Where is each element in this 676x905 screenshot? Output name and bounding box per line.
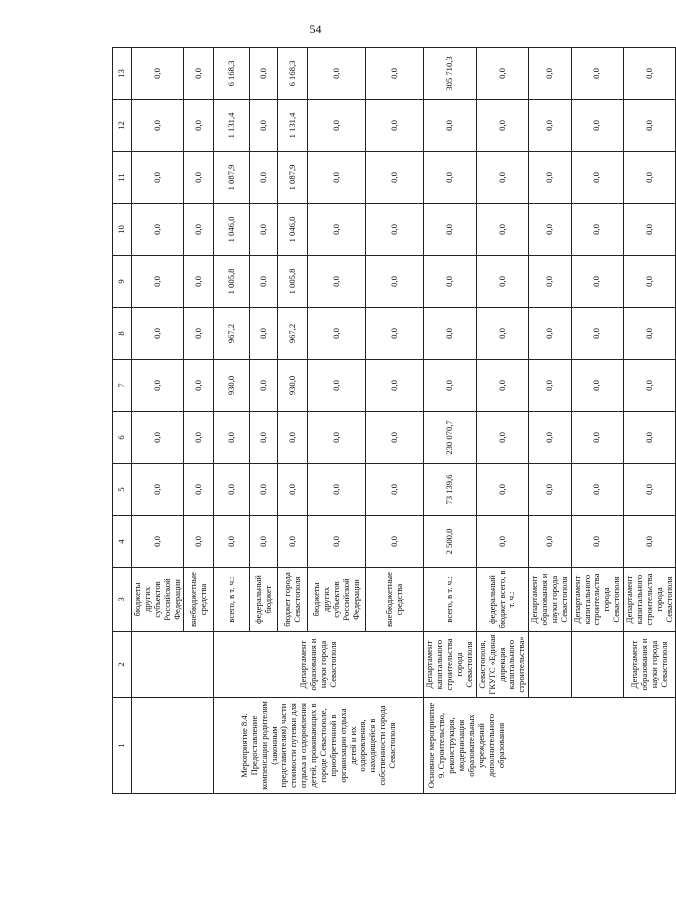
table-row (624, 48, 676, 794)
value-cell: 0,0 (184, 360, 214, 412)
executor-cell (529, 632, 572, 698)
value-cell: 6 168,3 (214, 48, 250, 100)
source-cell: бюджеты других субъектов Российской Федерации (132, 568, 184, 632)
value-cell: 1 005,8 (214, 256, 250, 308)
value-cell: 0,0 (132, 204, 184, 256)
value-cell: 0,0 (571, 308, 623, 360)
executor-cell: Севастополя, ГКУГС «Единая дирекция капитального строительства» (476, 632, 528, 698)
value-cell: 967,2 (278, 308, 308, 360)
value-cell: 0,0 (624, 412, 676, 464)
value-cell: 0,0 (366, 256, 424, 308)
value-cell: 0,0 (424, 256, 476, 308)
continuation-cell (132, 698, 214, 794)
value-cell: 0,0 (132, 308, 184, 360)
value-cell: 0,0 (424, 360, 476, 412)
value-cell: 0,0 (529, 204, 572, 256)
value-cell: 0,0 (624, 308, 676, 360)
value-cell: 1 087,9 (214, 152, 250, 204)
value-cell: 0,0 (571, 256, 623, 308)
value-cell: 0,0 (529, 256, 572, 308)
value-cell: 0,0 (184, 308, 214, 360)
value-cell: 0,0 (424, 152, 476, 204)
value-cell: 0,0 (529, 152, 572, 204)
value-cell: 0,0 (250, 516, 278, 568)
table-row (214, 48, 250, 794)
value-cell: 0,0 (476, 412, 528, 464)
value-cell: 0,0 (624, 204, 676, 256)
value-cell: 2 500,0 (424, 516, 476, 568)
value-cell: 0,0 (571, 152, 623, 204)
table-row (529, 48, 572, 794)
value-cell: 0,0 (366, 100, 424, 152)
value-cell: 0,0 (278, 412, 308, 464)
value-cell: 0,0 (424, 100, 476, 152)
value-cell: 0,0 (529, 516, 572, 568)
value-cell: 0,0 (366, 464, 424, 516)
value-cell: 1 005,8 (278, 256, 308, 308)
value-cell: 0,0 (308, 256, 366, 308)
value-cell: 0,0 (250, 152, 278, 204)
value-cell: 0,0 (476, 516, 528, 568)
header-cell: 3 (113, 568, 132, 632)
value-cell: 0,0 (132, 100, 184, 152)
value-cell: 0,0 (366, 48, 424, 100)
value-cell: 0,0 (308, 464, 366, 516)
source-cell: всего, в т. ч.: (424, 568, 476, 632)
value-cell: 0,0 (571, 100, 623, 152)
value-cell: 0,0 (250, 412, 278, 464)
value-cell: 1 087,9 (278, 152, 308, 204)
table-row (571, 48, 623, 794)
value-cell: 0,0 (250, 360, 278, 412)
value-cell: 0,0 (132, 256, 184, 308)
value-cell: 305 710,3 (424, 48, 476, 100)
budget-table (112, 47, 676, 794)
value-cell: 0,0 (624, 152, 676, 204)
source-cell: Департамент капитального строительства города Севастополя (571, 568, 623, 632)
executor-cell: Департамент капитального строительства города Севастополя (424, 632, 476, 698)
value-cell: 1 046,0 (278, 204, 308, 256)
header-cell: 9 (113, 256, 132, 308)
table-body (113, 48, 676, 794)
value-cell: 0,0 (476, 256, 528, 308)
value-cell: 0,0 (184, 204, 214, 256)
table-row (476, 48, 528, 794)
header-cell: 5 (113, 464, 132, 516)
value-cell: 6 168,3 (278, 48, 308, 100)
value-cell: 0,0 (571, 464, 623, 516)
value-cell: 0,0 (132, 48, 184, 100)
value-cell: 0,0 (366, 360, 424, 412)
source-cell: Департамент капитального строительства города Севастополя (624, 568, 676, 632)
header-cell: 13 (113, 48, 132, 100)
value-cell: 0,0 (624, 516, 676, 568)
value-cell: 0,0 (308, 48, 366, 100)
source-cell: внебюджетные средства (366, 568, 424, 632)
value-cell: 0,0 (624, 256, 676, 308)
value-cell: 967,2 (214, 308, 250, 360)
value-cell: 0,0 (184, 412, 214, 464)
value-cell: 0,0 (424, 204, 476, 256)
measure-name-cell: Мероприятие 8.4. Предоставление компенсации родителям (законным представителям) части стоимости путевки для отдыха и оздоровления детей, проживающих в городе Севастополе, приобретенной в организации отдыха детей и их оздоровления, находящейся в собственности города Севастополя (214, 698, 424, 794)
source-cell: федеральный бюджет (250, 568, 278, 632)
value-cell: 0,0 (278, 516, 308, 568)
value-cell: 0,0 (184, 48, 214, 100)
value-cell: 0,0 (476, 360, 528, 412)
value-cell: 0,0 (529, 412, 572, 464)
value-cell: 0,0 (184, 464, 214, 516)
value-cell: 0,0 (250, 48, 278, 100)
header-cell: 4 (113, 516, 132, 568)
value-cell: 0,0 (571, 204, 623, 256)
value-cell: 1 131,4 (214, 100, 250, 152)
value-cell: 0,0 (132, 152, 184, 204)
table-row (132, 48, 184, 794)
value-cell: 1 131,4 (278, 100, 308, 152)
value-cell: 73 139,6 (424, 464, 476, 516)
header-cell: 8 (113, 308, 132, 360)
value-cell: 0,0 (529, 48, 572, 100)
value-cell: 0,0 (250, 100, 278, 152)
value-cell: 0,0 (529, 360, 572, 412)
header-cell: 7 (113, 360, 132, 412)
value-cell: 0,0 (624, 360, 676, 412)
value-cell: 1 046,0 (214, 204, 250, 256)
value-cell: 0,0 (366, 308, 424, 360)
page-number: 54 (309, 22, 322, 36)
value-cell: 0,0 (571, 516, 623, 568)
value-cell: 0,0 (278, 464, 308, 516)
value-cell: 0,0 (476, 100, 528, 152)
header-cell: 11 (113, 152, 132, 204)
value-cell: 0,0 (132, 412, 184, 464)
value-cell: 0,0 (250, 308, 278, 360)
value-cell: 0,0 (308, 516, 366, 568)
value-cell: 230 070,7 (424, 412, 476, 464)
executor-cell: Департамент образования и науки города Севастополя (624, 632, 676, 698)
executor-cell: Департамент образования и науки города Севастополя (214, 632, 424, 698)
value-cell: 0,0 (184, 152, 214, 204)
value-cell: 0,0 (366, 412, 424, 464)
source-cell: федеральный бюджет всего, в т. ч.: (476, 568, 528, 632)
rotated-table-container (112, 48, 674, 794)
value-cell: 0,0 (250, 204, 278, 256)
value-cell: 0,0 (308, 360, 366, 412)
value-cell: 0,0 (250, 464, 278, 516)
header-cell: 6 (113, 412, 132, 464)
value-cell: 0,0 (529, 100, 572, 152)
value-cell: 0,0 (476, 48, 528, 100)
value-cell: 0,0 (132, 464, 184, 516)
value-cell: 0,0 (571, 48, 623, 100)
value-cell: 0,0 (624, 48, 676, 100)
source-cell: внебюджетные средства (184, 568, 214, 632)
source-cell: всего, в т. ч.: (214, 568, 250, 632)
value-cell: 930,0 (278, 360, 308, 412)
value-cell: 0,0 (571, 360, 623, 412)
value-cell: 0,0 (184, 100, 214, 152)
header-cell: 1 (113, 698, 132, 794)
value-cell: 0,0 (308, 204, 366, 256)
header-cell: 12 (113, 100, 132, 152)
value-cell: 0,0 (529, 464, 572, 516)
value-cell: 0,0 (132, 360, 184, 412)
header-cell: 10 (113, 204, 132, 256)
value-cell: 0,0 (476, 308, 528, 360)
value-cell: 0,0 (476, 464, 528, 516)
value-cell: 0,0 (529, 308, 572, 360)
source-cell: бюджеты других субъектов Российской Федерации (308, 568, 366, 632)
source-cell: бюджет города Севастополя (278, 568, 308, 632)
value-cell: 0,0 (476, 204, 528, 256)
source-cell: Департамент образования и науки города Севастополя (529, 568, 572, 632)
value-cell: 0,0 (624, 100, 676, 152)
value-cell: 0,0 (366, 152, 424, 204)
value-cell: 0,0 (214, 464, 250, 516)
value-cell: 0,0 (366, 204, 424, 256)
value-cell: 0,0 (476, 152, 528, 204)
header-row (113, 48, 132, 794)
value-cell: 0,0 (308, 308, 366, 360)
value-cell: 0,0 (424, 308, 476, 360)
value-cell: 0,0 (132, 516, 184, 568)
value-cell: 0,0 (184, 516, 214, 568)
value-cell: 0,0 (571, 412, 623, 464)
value-cell: 0,0 (366, 516, 424, 568)
table-row (424, 48, 476, 794)
value-cell: 0,0 (308, 412, 366, 464)
table-frame (112, 48, 674, 794)
measure-name-cell: Основное мероприятие 9. Строительство, реконструкция, модернизация образовательных учреждений дополнительного образования (424, 698, 676, 794)
header-cell: 2 (113, 632, 132, 698)
value-cell: 0,0 (250, 256, 278, 308)
value-cell: 0,0 (624, 464, 676, 516)
executor-cell (571, 632, 623, 698)
value-cell: 0,0 (308, 152, 366, 204)
value-cell: 930,0 (214, 360, 250, 412)
value-cell: 0,0 (184, 256, 214, 308)
value-cell: 0,0 (308, 100, 366, 152)
value-cell: 0,0 (214, 412, 250, 464)
value-cell: 0,0 (214, 516, 250, 568)
continuation-cell (132, 632, 214, 698)
